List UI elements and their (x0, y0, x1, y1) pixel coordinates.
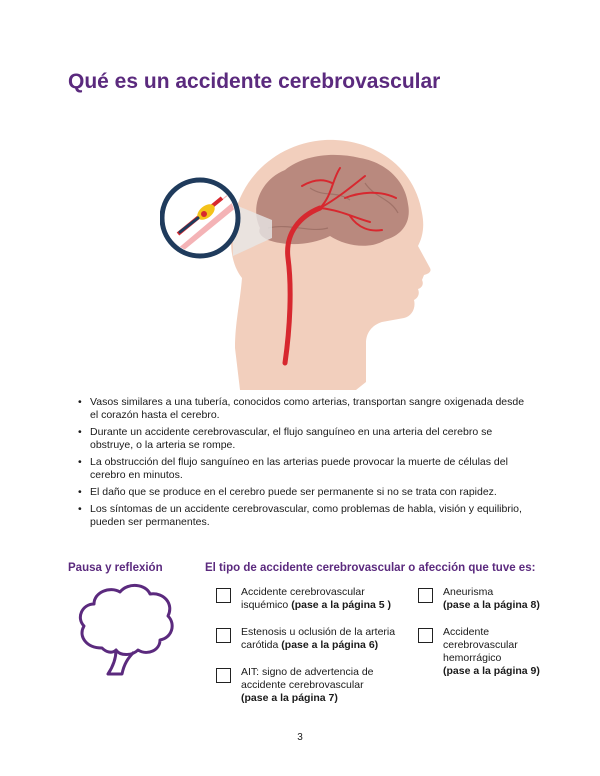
artery-blockage-zoom-icon (162, 180, 238, 260)
checkbox[interactable] (418, 588, 433, 603)
list-item: • El daño que se produce en el cerebro puede ser permanente si no se trata con rapidez. (78, 486, 528, 499)
option-label: Accidente cerebrovascular hemorrágico (443, 626, 518, 664)
checkbox[interactable] (216, 628, 231, 643)
option-carotid (216, 626, 406, 652)
checkbox[interactable] (418, 628, 433, 643)
option-hemorrhagic (418, 626, 547, 678)
brain-outline-icon (72, 578, 180, 686)
pause-heading: Pausa y reflexión (68, 562, 163, 574)
checkbox[interactable] (216, 668, 231, 683)
option-label: Aneurisma (443, 586, 494, 598)
option-tia (216, 666, 396, 705)
checkbox[interactable] (216, 588, 231, 603)
info-bullet-list (78, 396, 528, 533)
list-item: • Vasos similares a una tubería, conocidos como arterias, transportan sangre oxigenada desde el corazón hasta el cerebro. (78, 396, 528, 422)
list-item: • Durante un accidente cerebrovascular, el flujo sanguíneo en una arteria del cerebro se obstruye, o la arteria se rompe. (78, 426, 528, 452)
option-label: AIT: signo de advertencia de accidente cerebrovascular (241, 666, 374, 691)
list-item: • La obstrucción del flujo sanguíneo en las arterias puede provocar la muerte de células del cerebro en minutos. (78, 456, 528, 482)
option-aneurysm (418, 586, 553, 612)
stroke-type-heading: El tipo de accidente cerebrovascular o afección que tuve es: (205, 562, 536, 574)
option-label: Accidente cerebrovascular isquémico (241, 586, 365, 611)
option-ischemic (216, 586, 406, 612)
option-page-ref: (pase a la página 7) (241, 692, 338, 704)
page-title: Qué es un accidente cerebrovascular (68, 70, 441, 93)
option-page-ref: (pase a la página 5 ) (291, 599, 391, 611)
list-item: • Los síntomas de un accidente cerebrovascular, como problemas de habla, visión y equilibrio, pueden ser permanentes. (78, 503, 528, 529)
page-number: 3 (297, 732, 303, 743)
option-label: Estenosis u oclusión de la arteria carótida (241, 626, 396, 651)
option-page-ref: (pase a la página 8) (443, 599, 540, 611)
option-page-ref: (pase a la página 6) (281, 639, 379, 651)
option-page-ref: (pase a la página 9) (443, 665, 540, 677)
head-brain-illustration (160, 128, 450, 390)
